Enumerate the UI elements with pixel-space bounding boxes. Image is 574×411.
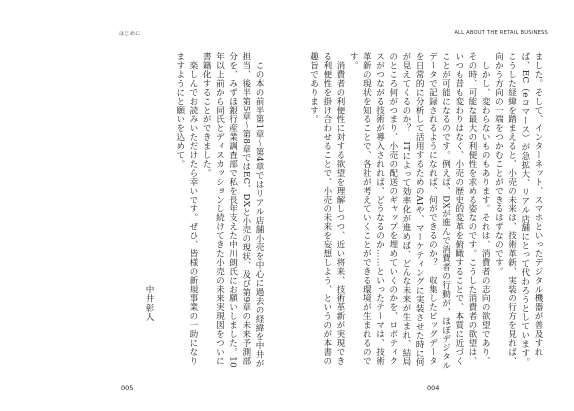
right-body-text <box>308 52 544 372</box>
left-paragraph-2: 楽しんでお読みいただけたら幸いです。ぜひ、皆様の新規事業の一助になりますようにと願いを込めて。 <box>174 52 198 366</box>
running-head-right: ALL ABOUT THE RETAIL BUSINESS <box>454 30 548 36</box>
author-signature: 中井彰人 <box>144 285 154 322</box>
page-number-left: 005 <box>121 384 134 392</box>
running-head-left: はじめに <box>119 31 141 37</box>
right-page <box>287 0 574 411</box>
right-paragraph-3: 消費者の利便性に対する欲望を理解しつつ、近い将来、技術革新が実現できる利便性を掛け合わせることで、小売の未来を妄想しよう、というのが本書の趣旨であります。 <box>308 52 345 366</box>
right-paragraph-1: ました。そして、インターネット、スマホといったデジタル機器が普及すれば、EC（eコマース）が急拡大、リアル店舗にとって代わろうとしています。こうした経緯を踏まえると、小売の未来は、技術革新、実装の行方を見れば、向かう方向の一端をつかむことができるはずなのです。 <box>493 52 543 367</box>
left-body-text <box>115 52 265 372</box>
page-number-right: 004 <box>427 384 440 392</box>
right-paragraph-2: しかし、変わらないものもあります。それは、消費者の志向の欲望であり、その時、可能な最大の利便性を求める姿なのです。こうした消費者の欲望は、いつも昔も変わりはなく、小売の歴史的変革を俯瞰することで、本質に近づくことが可能になるのです。例えば、DXが進んで消費者の行動が、ほぼデジタルデータで記録されるようになれば、何ができるのか？ 収集したビッグデータを日常的に分析して活用するためのAIや、マーケティングに実装させた時に何が見えてくるのか？ ITによって効率化が進めば、どんな未来が生まれ、結局のところ何がつまり、小売の配送のギャップを埋めていくのかを、ロボティクスがつながる技術が導入されれば、どうなるのか……といったテーマは、技術革新の現状を知ることで、各社が考えていくことができる環境が生まれるのです。 <box>348 52 491 371</box>
left-paragraph-1: この本の前半第1章〜第4章ではリアル店舗小売を中心に過去の経緯を中井が担当、後半第5章〜第8章ではEC、DXと小売の現状、及び第9章の未来予測部分を、みずほ銀行産業調査部で私を長年支えた中川朗氏にお願いしました。10年以上前から同氏とディスカッションし続けてきた小売の未来実現図をついに書籍化することができました。 <box>201 52 264 368</box>
